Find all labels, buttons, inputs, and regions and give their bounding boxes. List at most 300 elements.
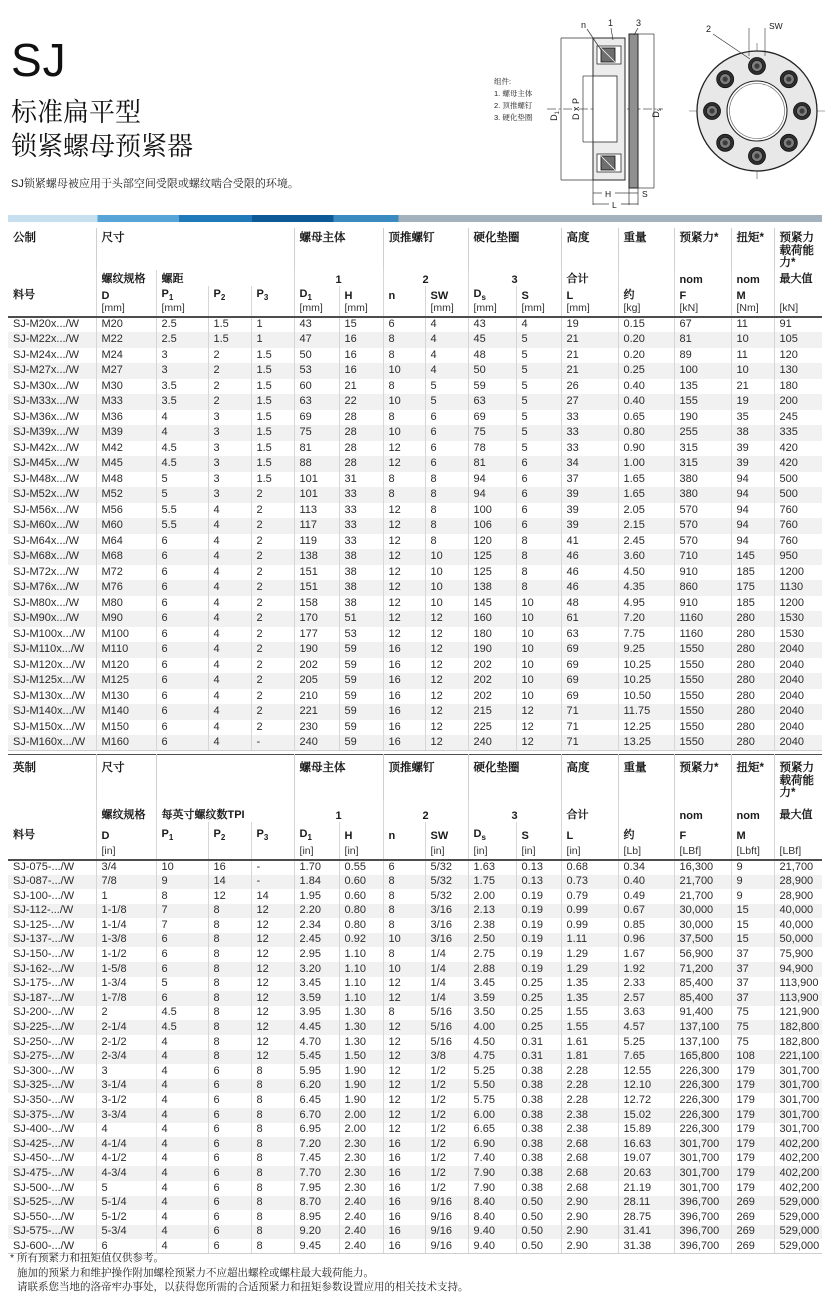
value-cell: 5 (156, 472, 208, 488)
value-cell: 0.19 (516, 889, 561, 904)
value-cell: 50 (294, 348, 339, 364)
value-cell: 226,300 (674, 1123, 731, 1138)
value-cell: 12 (383, 1108, 425, 1123)
value-cell: 1/4 (425, 962, 468, 977)
sub-header: 3 (468, 800, 561, 822)
value-cell: M140 (96, 704, 156, 720)
value-cell: 2.5 (156, 332, 208, 348)
dim-label-s: S (642, 189, 648, 199)
value-cell: 35 (731, 410, 774, 426)
value-cell: 33 (561, 410, 618, 426)
table-row (8, 1093, 822, 1108)
footnote-line-3: 请联系您当地的洛帝牢办事处，以获得您所需的合适预紧力和扭矩参数设置应用的相关技术支持。 (17, 1281, 469, 1294)
value-cell: 2 (251, 580, 294, 596)
table-row (8, 534, 822, 550)
value-cell: 34 (561, 456, 618, 472)
value-cell: 12 (383, 503, 425, 519)
value-cell: 5.5 (156, 518, 208, 534)
value-cell: 0.13 (516, 875, 561, 890)
value-cell: 3.5 (156, 379, 208, 395)
value-cell: 420 (774, 441, 822, 457)
value-cell: 94 (731, 472, 774, 488)
value-cell: 301,700 (774, 1108, 822, 1123)
value-cell: 7.90 (468, 1166, 516, 1181)
value-cell: 31.41 (618, 1225, 674, 1240)
jacking-screw-icon (723, 140, 728, 145)
group-header: 扭矩* (731, 755, 774, 800)
value-cell: 221,100 (774, 1050, 822, 1065)
value-cell: 6 (208, 1079, 251, 1094)
value-cell: 10 (383, 933, 425, 948)
value-cell: 226,300 (674, 1064, 731, 1079)
value-cell: 0.38 (516, 1079, 561, 1094)
group-header: 螺母主体 (294, 755, 383, 800)
value-cell: 4.50 (618, 565, 674, 581)
sub-header: 最大值 (774, 270, 822, 286)
value-cell: 2.38 (561, 1123, 618, 1138)
value-cell: 75 (731, 1035, 774, 1050)
value-cell: 5-1/4 (96, 1196, 156, 1211)
table-row (8, 875, 822, 890)
value-cell: 1/2 (425, 1166, 468, 1181)
value-cell: 185 (731, 565, 774, 581)
value-cell: 8 (208, 918, 251, 933)
value-cell: 226,300 (674, 1079, 731, 1094)
value-cell: 1.50 (339, 1050, 383, 1065)
value-cell: 28.11 (618, 1196, 674, 1211)
table-row (8, 441, 822, 457)
value-cell: 2040 (774, 658, 822, 674)
table-row (8, 1020, 822, 1035)
value-cell: 0.20 (618, 348, 674, 364)
value-cell: 8 (251, 1225, 294, 1240)
dim-label-h: H (605, 189, 612, 199)
value-cell: 910 (674, 565, 731, 581)
value-cell: 10 (516, 658, 561, 674)
value-cell: 570 (674, 534, 731, 550)
value-cell: 1.35 (561, 977, 618, 992)
value-cell: 8 (251, 1210, 294, 1225)
value-cell: 4 (425, 363, 468, 379)
value-cell: 0.19 (516, 947, 561, 962)
value-cell: 500 (774, 487, 822, 503)
part-number: SJ-M110x.../W (13, 643, 85, 656)
value-cell: 1160 (674, 611, 731, 627)
value-cell: 8.40 (468, 1210, 516, 1225)
value-cell: 45 (468, 332, 516, 348)
value-cell: 3/16 (425, 933, 468, 948)
value-cell: 4 (156, 1239, 208, 1254)
value-cell: 1130 (774, 580, 822, 596)
legend-item-1: 1. 螺母主体 (494, 89, 533, 98)
value-cell: 4 (208, 658, 251, 674)
value-cell: 2 (251, 565, 294, 581)
value-cell: 9 (731, 875, 774, 890)
value-cell: 51 (339, 611, 383, 627)
value-cell: 8 (425, 503, 468, 519)
value-cell: 69 (561, 642, 618, 658)
table-row (8, 363, 822, 379)
column-unit: [mm] (96, 302, 156, 317)
value-cell: 71 (561, 735, 618, 751)
value-cell: 12 (383, 1093, 425, 1108)
value-cell: 269 (731, 1196, 774, 1211)
value-cell: 315 (674, 441, 731, 457)
column-unit: [in] (516, 842, 561, 860)
value-cell: 6.95 (294, 1123, 339, 1138)
value-cell: 3.20 (294, 962, 339, 977)
value-cell: 0.50 (516, 1210, 561, 1225)
value-cell: 402,200 (774, 1137, 822, 1152)
value-cell: 4 (208, 549, 251, 565)
value-cell: 0.38 (516, 1123, 561, 1138)
value-cell: M48 (96, 472, 156, 488)
value-cell: 0.99 (561, 918, 618, 933)
value-cell: 8 (251, 1166, 294, 1181)
value-cell: 3 (208, 456, 251, 472)
value-cell: 113,900 (774, 991, 822, 1006)
column-symbol: L (561, 822, 618, 842)
value-cell: 12 (383, 1050, 425, 1065)
value-cell: 101 (294, 472, 339, 488)
value-cell: 10.25 (618, 658, 674, 674)
dim-ds-lines (638, 34, 654, 188)
value-cell: 28 (339, 441, 383, 457)
legend-item-2: 2. 顶推螺钉 (494, 101, 533, 110)
value-cell: 396,700 (674, 1239, 731, 1254)
value-cell: 16 (383, 720, 425, 736)
table-row (8, 456, 822, 472)
value-cell: 6 (425, 425, 468, 441)
value-cell: 8 (251, 1108, 294, 1123)
value-cell: 10.50 (618, 689, 674, 705)
column-unit: [in] (339, 842, 383, 860)
value-cell: 225 (468, 720, 516, 736)
value-cell: - (251, 875, 294, 890)
value-cell: 1.90 (339, 1093, 383, 1108)
value-cell: 5.25 (468, 1064, 516, 1079)
value-cell: 10 (425, 565, 468, 581)
value-cell: 6 (156, 549, 208, 565)
value-cell: 2.40 (339, 1239, 383, 1254)
value-cell: 280 (731, 689, 774, 705)
value-cell: 179 (731, 1137, 774, 1152)
value-cell: 12 (251, 933, 294, 948)
value-cell: 53 (339, 627, 383, 643)
value-cell: 1.70 (294, 860, 339, 875)
value-cell: 2.57 (618, 991, 674, 1006)
value-cell: 5.45 (294, 1050, 339, 1065)
part-number: SJ-M33x.../W (13, 395, 80, 408)
value-cell: 2.00 (339, 1108, 383, 1123)
value-cell: 33 (339, 503, 383, 519)
value-cell: 6 (516, 472, 561, 488)
value-cell: 5/16 (425, 1020, 468, 1035)
value-cell: 16 (383, 1196, 425, 1211)
value-cell: 21 (731, 379, 774, 395)
value-cell: 0.25 (516, 991, 561, 1006)
value-cell: 63 (294, 394, 339, 410)
value-cell: 200 (774, 394, 822, 410)
value-cell: 2 (251, 627, 294, 643)
value-cell: 3 (208, 410, 251, 426)
column-unit (383, 302, 425, 317)
value-cell: 1.5 (251, 379, 294, 395)
part-number: SJ-M130x.../W (13, 689, 86, 702)
value-cell: 113,900 (774, 977, 822, 992)
value-cell: 75 (731, 1006, 774, 1021)
value-cell: 0.31 (516, 1035, 561, 1050)
value-cell: 4-1/4 (96, 1137, 156, 1152)
value-cell: 2 (96, 1006, 156, 1021)
value-cell: 0.19 (516, 933, 561, 948)
value-cell: 179 (731, 1166, 774, 1181)
value-cell: 0.50 (516, 1239, 561, 1254)
value-cell: 4 (208, 735, 251, 751)
value-cell: 15 (731, 933, 774, 948)
metric-table-section (8, 228, 822, 751)
sub-header (618, 270, 674, 286)
value-cell: 3.63 (618, 1006, 674, 1021)
column-unit: [in] (561, 842, 618, 860)
part-number: SJ-225-.../W (13, 1020, 75, 1033)
value-cell: 12 (383, 977, 425, 992)
part-number: SJ-275-.../W (13, 1050, 75, 1063)
value-cell: 12 (251, 947, 294, 962)
value-cell: 12 (383, 991, 425, 1006)
table-row (8, 348, 822, 364)
table-row (8, 410, 822, 426)
value-cell: 3.45 (468, 977, 516, 992)
sub-header: 每英寸螺纹数TPI (156, 800, 294, 822)
value-cell: 1.10 (339, 991, 383, 1006)
part-number: SJ-M100x.../W (13, 627, 86, 640)
column-symbol (774, 286, 822, 302)
value-cell: 402,200 (774, 1152, 822, 1167)
value-cell: 315 (674, 456, 731, 472)
value-cell: 8 (425, 472, 468, 488)
value-cell: 8.95 (294, 1210, 339, 1225)
group-header: 顶推螺钉 (383, 228, 468, 270)
table-row (8, 379, 822, 395)
value-cell: 1.90 (339, 1064, 383, 1079)
value-cell: 402,200 (774, 1181, 822, 1196)
value-cell: 4.50 (468, 1035, 516, 1050)
value-cell: 8 (383, 332, 425, 348)
value-cell: 5/32 (425, 860, 468, 875)
group-header: 公制 (13, 232, 36, 244)
value-cell: 16 (383, 673, 425, 689)
column-unit: [in] (468, 842, 516, 860)
table-row (8, 720, 822, 736)
column-unit: [Lbft] (731, 842, 774, 860)
column-symbol: D (96, 286, 156, 302)
value-cell: 0.65 (618, 410, 674, 426)
sub-header: 2 (383, 270, 468, 286)
part-number: SJ-M20x.../W (13, 318, 80, 331)
page-header (11, 36, 299, 191)
value-cell: 2040 (774, 704, 822, 720)
group-header: 高度 (561, 755, 618, 800)
value-cell: 5 (516, 410, 561, 426)
value-cell: 33 (561, 441, 618, 457)
value-cell: M33 (96, 394, 156, 410)
value-cell: 8 (208, 933, 251, 948)
value-cell: 46 (561, 565, 618, 581)
value-cell: 6 (425, 441, 468, 457)
value-cell: 71 (561, 720, 618, 736)
product-description: SJ锁紧螺母被应用于头部空间受限或螺纹啮合受限的环境。 (11, 177, 299, 190)
value-cell: M60 (96, 518, 156, 534)
part-number: SJ-M72x.../W (13, 565, 80, 578)
value-cell: 9/16 (425, 1196, 468, 1211)
jacking-screw-icon (786, 77, 791, 82)
value-cell: 0.25 (516, 1006, 561, 1021)
part-number: SJ-475-.../W (13, 1166, 75, 1179)
value-cell: 16 (339, 348, 383, 364)
value-cell: 2 (251, 658, 294, 674)
value-cell: 59 (468, 379, 516, 395)
value-cell: 8 (516, 565, 561, 581)
value-cell: 8 (251, 1152, 294, 1167)
value-cell: 94 (731, 503, 774, 519)
value-cell: 529,000 (774, 1239, 822, 1254)
value-cell: 1-7/8 (96, 991, 156, 1006)
value-cell: 12 (425, 611, 468, 627)
value-cell: 50,000 (774, 933, 822, 948)
value-cell: 151 (294, 565, 339, 581)
column-symbol: $P_1$ (156, 822, 208, 842)
value-cell: 21 (561, 332, 618, 348)
value-cell: 179 (731, 1093, 774, 1108)
group-header: 预紧力* (674, 755, 731, 800)
value-cell: 301,700 (774, 1064, 822, 1079)
column-symbol: $D_1$ (294, 286, 339, 302)
value-cell: 0.40 (618, 379, 674, 395)
value-cell: 12 (383, 549, 425, 565)
value-cell: 2.90 (561, 1210, 618, 1225)
value-cell: 37,500 (674, 933, 731, 948)
value-cell: 202 (294, 658, 339, 674)
value-cell: 10 (731, 363, 774, 379)
value-cell: 63 (468, 394, 516, 410)
value-cell: 1/2 (425, 1064, 468, 1079)
value-cell: 8 (516, 534, 561, 550)
value-cell: 7 (156, 918, 208, 933)
value-cell: 48 (561, 596, 618, 612)
value-cell: 1.81 (561, 1050, 618, 1065)
value-cell: 2.68 (561, 1137, 618, 1152)
table-row (8, 611, 822, 627)
value-cell: 6 (96, 1239, 156, 1254)
value-cell: 10 (425, 596, 468, 612)
value-cell: 1.65 (618, 487, 674, 503)
value-cell: 4.95 (618, 596, 674, 612)
value-cell: 11 (731, 317, 774, 333)
table-row (8, 642, 822, 658)
value-cell: 205 (294, 673, 339, 689)
value-cell: 81 (674, 332, 731, 348)
value-cell: 3 (208, 441, 251, 457)
value-cell: 8 (516, 580, 561, 596)
value-cell: 27 (561, 394, 618, 410)
value-cell: M80 (96, 596, 156, 612)
part-number: SJ-M56x.../W (13, 503, 80, 516)
value-cell: 1.55 (561, 1020, 618, 1035)
column-symbol: $D_1$ (294, 822, 339, 842)
value-cell: 33 (339, 534, 383, 550)
value-cell: 15.89 (618, 1123, 674, 1138)
value-cell: 4.5 (156, 456, 208, 472)
value-cell: 1550 (674, 720, 731, 736)
value-cell: 570 (674, 518, 731, 534)
value-cell: 69 (294, 410, 339, 426)
imperial-table-section (8, 754, 822, 1254)
column-unit (208, 842, 251, 860)
value-cell: 16 (383, 1166, 425, 1181)
value-cell: 0.19 (516, 962, 561, 977)
part-number: SJ-087-.../W (13, 875, 75, 888)
value-cell: 10 (731, 332, 774, 348)
value-cell: 6 (156, 534, 208, 550)
value-cell: 301,700 (674, 1152, 731, 1167)
value-cell: 380 (674, 472, 731, 488)
value-cell: 28,900 (774, 889, 822, 904)
value-cell: 59 (339, 720, 383, 736)
value-cell: 380 (674, 487, 731, 503)
value-cell: 4.5 (156, 1020, 208, 1035)
part-number: SJ-M30x.../W (13, 379, 80, 392)
value-cell: 3.59 (294, 991, 339, 1006)
value-cell: 10 (516, 611, 561, 627)
group-header: 尺寸 (96, 755, 156, 800)
value-cell: 2.45 (294, 933, 339, 948)
table-row (8, 933, 822, 948)
value-cell: 2 (251, 720, 294, 736)
value-cell: 38 (339, 549, 383, 565)
value-cell: 137,100 (674, 1020, 731, 1035)
table-row (8, 1196, 822, 1211)
value-cell: 12 (516, 720, 561, 736)
part-number: SJ-M60x.../W (13, 519, 80, 532)
value-cell: 4 (156, 1152, 208, 1167)
value-cell: 130 (774, 363, 822, 379)
value-cell: M20 (96, 317, 156, 333)
sub-header (8, 800, 96, 822)
value-cell: 10 (516, 627, 561, 643)
value-cell: 2.05 (618, 503, 674, 519)
value-cell: 6 (208, 1108, 251, 1123)
value-cell: 48 (468, 348, 516, 364)
value-cell: 0.80 (339, 918, 383, 933)
value-cell: 4 (208, 565, 251, 581)
value-cell: 8.40 (468, 1196, 516, 1211)
value-cell: 158 (294, 596, 339, 612)
jacking-screw-icon (723, 77, 728, 82)
value-cell: 1200 (774, 596, 822, 612)
value-cell: 1.55 (561, 1006, 618, 1021)
value-cell: 0.38 (516, 1181, 561, 1196)
value-cell: 4 (208, 673, 251, 689)
technical-drawing (493, 18, 827, 210)
value-cell: 1160 (674, 627, 731, 643)
value-cell: 100 (674, 363, 731, 379)
value-cell: 8 (383, 875, 425, 890)
sub-header: 最大值 (774, 800, 822, 822)
value-cell: 40,000 (774, 918, 822, 933)
value-cell: 5-3/4 (96, 1225, 156, 1240)
value-cell: 21 (561, 348, 618, 364)
